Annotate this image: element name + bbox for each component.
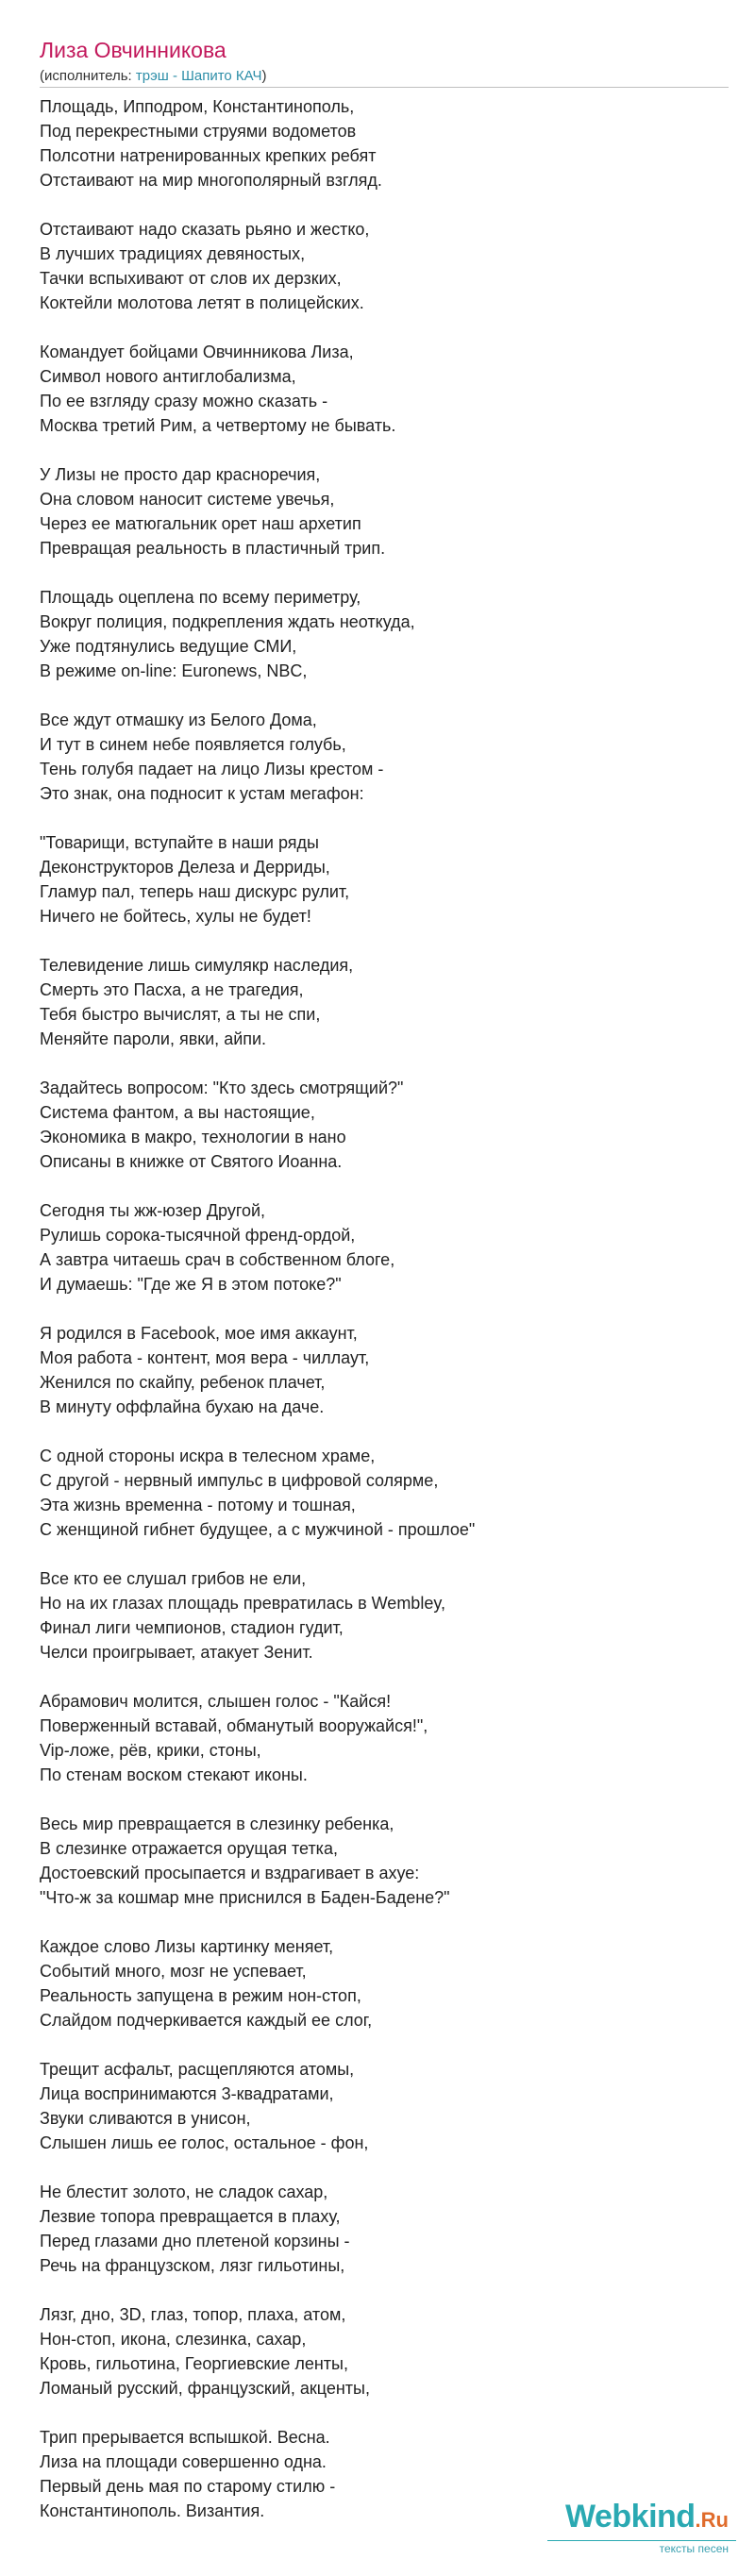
lyrics-line: Vip-ложе, рёв, крики, стоны, (40, 1741, 261, 1760)
performer-prefix: (исполнитель: (40, 68, 136, 84)
lyrics-line: Речь на французском, лязг гильотины, (40, 2256, 345, 2275)
lyrics-line: Превращая реальность в пластичный трип. (40, 539, 386, 558)
lyrics-stanza (40, 462, 729, 560)
lyrics-line: Моя работа - контент, моя вера - чиллаут, (40, 1348, 370, 1367)
lyrics-line: Не блестит золото, не сладок сахар, (40, 2183, 328, 2201)
lyrics-line: Коктейли молотова летят в полицейских. (40, 293, 364, 312)
lyrics-stanza (40, 1444, 729, 1542)
lyrics-line: Площадь, Ипподром, Константинополь, (40, 97, 355, 116)
lyrics-line: Отстаивают надо сказать рьяно и жестко, (40, 220, 370, 239)
lyrics-line: Отстаивают на мир многополярный взгляд. (40, 171, 382, 190)
performer-suffix: ) (261, 68, 267, 84)
lyrics-line: Под перекрестными струями водометов (40, 122, 357, 141)
lyrics-line: Москва третий Рим, а четвертому не бывать. (40, 416, 396, 435)
performer-line (40, 68, 266, 84)
lyrics-line: Лиза на площади совершенно одна. (40, 2452, 327, 2471)
lyrics-line: Кровь, гильотина, Георгиевские ленты, (40, 2354, 348, 2373)
lyrics-line: Система фантом, а вы настоящие, (40, 1103, 315, 1122)
lyrics-line: Лица воспринимаются 3-квадратами, (40, 2084, 334, 2103)
lyrics-stanza (40, 708, 729, 806)
lyrics-stanza (40, 94, 729, 192)
lyrics-line: Достоевский просыпается и вздрагивает в ахуе: (40, 1864, 420, 1882)
lyrics-line: В лучших традициях девяностых, (40, 244, 306, 263)
lyrics-line: В слезинке отражается орущая тетка, (40, 1839, 338, 1858)
lyrics-line: Все ждут отмашку из Белого Дома, (40, 711, 317, 729)
lyrics-stanza (40, 585, 729, 683)
logo-wordmark: Webkind (565, 2499, 696, 2534)
lyrics-stanza (40, 1934, 729, 2032)
lyrics-line: Телевидение лишь симулякр наследия, (40, 956, 354, 975)
lyrics-line: Слышен лишь ее голос, остальное - фон, (40, 2133, 369, 2152)
lyrics-stanza (40, 217, 729, 315)
lyrics-line: Вокруг полиция, подкрепления ждать неоткуда, (40, 612, 415, 631)
webkind-logo[interactable] (565, 2499, 729, 2535)
logo-tld: .Ru (695, 2508, 729, 2532)
lyrics-line: Рулишь сорока-тысячной френд-ордой, (40, 1226, 356, 1245)
lyrics-line: Весь мир превращается в слезинку ребенка, (40, 1815, 394, 1833)
lyrics-stanza (40, 2057, 729, 2155)
lyrics-line: Деконструкторов Делеза и Дерриды, (40, 858, 330, 877)
lyrics-stanza (40, 953, 729, 1051)
lyrics-line: Нон-стоп, икона, слезинка, сахар, (40, 2330, 307, 2349)
lyrics-line: С одной стороны искра в телесном храме, (40, 1447, 376, 1465)
lyrics-line: С другой - нервный импульс в цифровой солярме, (40, 1471, 439, 1490)
lyrics-line: Трип прерывается вспышкой. Весна. (40, 2428, 330, 2447)
lyrics-stanza (40, 2302, 729, 2400)
lyrics-line: С женщиной гибнет будущее, а с мужчиной - прошлое" (40, 1520, 476, 1539)
lyrics-line: Абрамович молится, слышен голос - "Кайся! (40, 1692, 392, 1711)
lyrics-stanza (40, 830, 729, 928)
lyrics-line: По стенам воском стекают иконы. (40, 1765, 308, 1784)
lyrics-line: Все кто ее слушал грибов не ели, (40, 1569, 307, 1588)
lyrics-line: Ломаный русский, французский, акценты, (40, 2379, 370, 2398)
lyrics-line: Реальность запущена в режим нон-стоп, (40, 1986, 361, 2005)
lyrics-stanza (40, 340, 729, 438)
lyrics-line: Лезвие топора превращается в плаху, (40, 2207, 341, 2226)
lyrics-line: По ее взгляду сразу можно сказать - (40, 392, 328, 410)
lyrics-line: Это знак, она подносит к устам мегафон: (40, 784, 364, 803)
logo-subtitle: тексты песен (659, 2542, 729, 2555)
lyrics-stanza (40, 1566, 729, 1664)
performer-link[interactable]: трэш - Шапито КАЧ (135, 68, 262, 84)
lyrics-line: Уже подтянулись ведущие СМИ, (40, 637, 297, 656)
lyrics-stanza (40, 1689, 729, 1787)
lyrics-line: Эта жизнь временна - потому и тошная, (40, 1496, 356, 1514)
lyrics-line: Перед глазами дно плетеной корзины - (40, 2232, 350, 2250)
lyrics-line: "Товарищи, вступайте в наши ряды (40, 833, 319, 852)
lyrics-body (40, 94, 729, 2548)
lyrics-line: Тень голубя падает на лицо Лизы крестом - (40, 760, 384, 778)
lyrics-line: Но на их глазах площадь превратилась в Wembley, (40, 1594, 445, 1613)
lyrics-line: Тачки вспыхивают от слов их дерзких, (40, 269, 342, 288)
lyrics-line: Челси проигрывает, атакует Зенит. (40, 1643, 313, 1662)
lyrics-line: Сегодня ты жж-юзер Другой, (40, 1201, 266, 1220)
lyrics-line: Площадь оцеплена по всему периметру, (40, 588, 361, 607)
lyrics-line: Гламур пал, теперь наш дискурс рулит, (40, 882, 350, 901)
lyrics-line: Слайдом подчеркивается каждый ее слог, (40, 2011, 373, 2030)
lyrics-line: Тебя быстро вычислят, а ты не спи, (40, 1005, 321, 1024)
lyrics-line: Лязг, дно, 3D, глаз, топор, плаха, атом, (40, 2305, 346, 2324)
lyrics-line: Звуки сливаются в унисон, (40, 2109, 251, 2128)
lyrics-line: Трещит асфальт, расщепляются атомы, (40, 2060, 355, 2079)
lyrics-line: Первый день мая по старому стилю - (40, 2477, 336, 2496)
lyrics-line: Описаны в книжке от Святого Иоанна. (40, 1152, 343, 1171)
lyrics-line: Символ нового антиглобализма, (40, 367, 296, 386)
lyrics-line: Меняйте пароли, явки, айпи. (40, 1029, 267, 1048)
logo-underline (547, 2540, 736, 2541)
lyrics-line: И думаешь: "Где же Я в этом потоке?" (40, 1275, 342, 1294)
lyrics-line: А завтра читаешь срач в собственном блоге, (40, 1250, 395, 1269)
lyrics-line: Финал лиги чемпионов, стадион гудит, (40, 1618, 344, 1637)
lyrics-line: Я родился в Facebook, мое имя аккаунт, (40, 1324, 358, 1343)
lyrics-line: Экономика в макро, технологии в нано (40, 1128, 346, 1146)
lyrics-line: У Лизы не просто дар красноречия, (40, 465, 321, 484)
song-title: Лиза Овчинникова (40, 38, 226, 62)
lyrics-line: В минуту оффлайна бухаю на даче. (40, 1397, 325, 1416)
lyrics-stanza (40, 1076, 729, 1174)
lyrics-stanza (40, 1198, 729, 1296)
lyrics-line: И тут в синем небе появляется голубь, (40, 735, 346, 754)
lyrics-line: Ничего не бойтесь, хулы не будет! (40, 907, 311, 926)
lyrics-stanza (40, 1321, 729, 1419)
lyrics-line: Женился по скайпу, ребенок плачет, (40, 1373, 326, 1392)
lyrics-line: Полсотни натренированных крепких ребят (40, 146, 377, 165)
lyrics-line: Через ее матюгальник орет наш архетип (40, 514, 361, 533)
lyrics-line: Задайтесь вопросом: "Кто здесь смотрящий?" (40, 1079, 404, 1097)
lyrics-line: Константинополь. Византия. (40, 2501, 265, 2520)
lyrics-line: В режиме on-line: Euronews, NBC, (40, 661, 308, 680)
lyrics-line: Она словом наносит системе увечья, (40, 490, 335, 509)
lyrics-line: Командует бойцами Овчинникова Лиза, (40, 343, 354, 361)
lyrics-line: Событий много, мозг не успевает, (40, 1962, 307, 1981)
lyrics-line: "Что-ж за кошмар мне приснился в Баден-Бадене?" (40, 1888, 450, 1907)
lyrics-stanza (40, 2180, 729, 2278)
lyrics-line: Поверженный вставай, обманутый вооружайся!", (40, 1716, 428, 1735)
lyrics-stanza (40, 1812, 729, 1910)
lyrics-line: Каждое слово Лизы картинку меняет, (40, 1937, 334, 1956)
lyrics-line: Смерть это Пасха, а не трагедия, (40, 980, 304, 999)
header-divider (40, 87, 729, 88)
